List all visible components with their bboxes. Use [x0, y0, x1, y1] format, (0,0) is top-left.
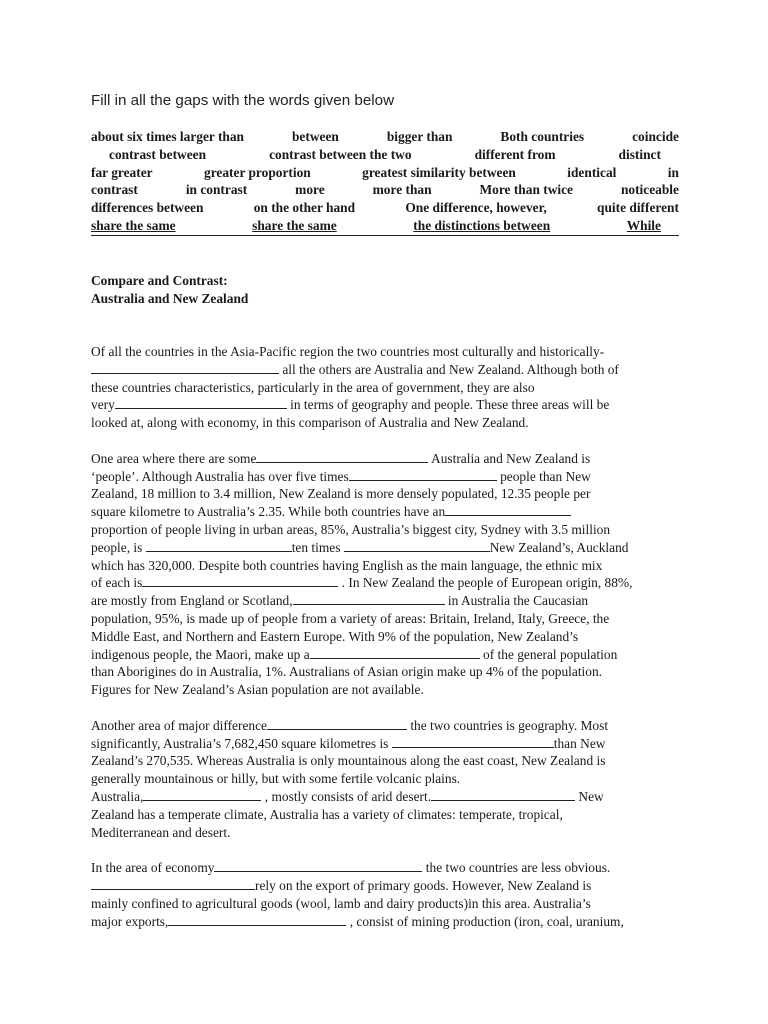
text-line	[91, 361, 681, 379]
text-line	[91, 503, 681, 521]
answer-blank[interactable]	[445, 503, 571, 516]
text-fragment: people, is	[91, 539, 143, 555]
section-title	[91, 272, 591, 308]
text-fragment: . In New Zealand the people of European origin, 88%,	[341, 575, 633, 591]
answer-blank[interactable]	[214, 859, 422, 872]
text-fragment: of each is	[91, 575, 143, 591]
word-bank	[91, 128, 679, 236]
text-fragment: significantly, Australia’s 7,682,450 square kilometres is	[91, 735, 389, 751]
text-fragment: In the area of economy	[91, 860, 215, 876]
text-line: these countries characteristics, particularly in the area of government, they are also	[91, 379, 535, 395]
text-fragment: indigenous people, the Maori, make up a	[91, 646, 310, 662]
word-bank-item: One difference, however,	[405, 200, 547, 216]
text-line: Zealand’s 270,535. Whereas Australia is only mountainous along the east coast, New Zealand is	[91, 753, 606, 769]
text-line: which has 320,000. Despite both countries having English as the main language, the ethnic mix	[91, 557, 603, 573]
word-bank-item: bigger than	[386, 129, 453, 144]
word-bank-line	[91, 181, 679, 199]
text-line: proportion of people living in urban areas, 85%, Australia’s biggest city, Sydney with 3.5 million	[91, 521, 611, 537]
text-fragment: Another area of major difference	[91, 717, 267, 733]
word-bank-item: distinct	[618, 146, 661, 162]
word-bank-item: More than twice	[479, 182, 573, 198]
word-bank-item: in contrast	[185, 182, 248, 198]
text-line	[91, 913, 681, 931]
answer-blank[interactable]	[91, 361, 279, 374]
word-bank-item: more than	[372, 182, 432, 198]
text-fragment: One area where there are some	[91, 450, 257, 466]
text-fragment: the two countries are less obvious.	[425, 860, 611, 876]
text-fragment: in Australia the Caucasian	[447, 593, 589, 609]
paragraph-intro	[91, 343, 681, 432]
answer-blank[interactable]	[168, 913, 346, 926]
word-bank-item: differences between	[91, 200, 204, 216]
answer-blank[interactable]	[267, 717, 407, 730]
word-bank-item: on the other hand	[253, 200, 356, 216]
word-bank-item: contrast	[91, 182, 138, 198]
text-fragment: very	[91, 397, 115, 413]
text-fragment: , consist of mining production (iron, coal, uranium,	[349, 913, 624, 929]
text-line: Middle East, and Northern and Eastern Europe. With 9% of the population, New Zealand’s	[91, 628, 579, 644]
answer-blank[interactable]	[146, 539, 292, 552]
word-bank-line	[91, 128, 679, 146]
text-line: Mediterranean and desert.	[91, 824, 231, 840]
word-bank-line	[91, 164, 679, 182]
text-line	[91, 877, 681, 895]
word-bank-item: contrast between	[109, 146, 207, 162]
text-line	[91, 450, 681, 468]
text-line: generally mountainous or hilly, but with some fertile volcanic plains.	[91, 771, 461, 787]
answer-blank[interactable]	[293, 592, 445, 605]
instructions-heading: Fill in all the gaps with the words given below	[91, 92, 395, 109]
text-fragment: people than New	[500, 468, 591, 484]
text-fragment: are mostly from England or Scotland,	[91, 593, 293, 609]
text-fragment: major exports,	[91, 913, 169, 929]
word-bank-item: greater proportion	[204, 164, 311, 180]
text-line: looked at, along with economy, in this comparison of Australia and New Zealand.	[91, 415, 529, 431]
text-line: than Aborigines do in Australia, 1%. Australians of Asian origin make up 4% of the population.	[91, 664, 602, 680]
text-fragment: Australia,	[91, 788, 144, 804]
paragraph-geography	[91, 717, 681, 842]
answer-blank[interactable]	[115, 396, 287, 409]
text-line	[91, 859, 681, 877]
text-fragment: ‘people’. Although Australia has over five times	[91, 468, 349, 484]
text-line: Figures for New Zealand’s Asian population are not available.	[91, 682, 424, 698]
text-line	[91, 396, 681, 414]
word-bank-item: more	[295, 182, 325, 198]
text-line: mainly confined to agricultural goods (wool, lamb and dairy products)in this area. Australia’s	[91, 895, 591, 911]
text-line: Of all the countries in the Asia-Pacific region the two countries most culturally and historically-	[91, 344, 605, 359]
answer-blank[interactable]	[91, 877, 255, 890]
text-line: Zealand, 18 million to 3.4 million, New Zealand is more densely populated, 12.35 people per	[91, 486, 591, 502]
word-bank-item: share the same	[91, 217, 176, 233]
text-line	[91, 717, 681, 735]
word-bank-item: coincide	[632, 129, 679, 144]
word-bank-line	[91, 146, 679, 164]
word-bank-item: While	[626, 217, 661, 233]
word-bank-item: noticeable	[620, 182, 679, 198]
text-fragment: New Zealand’s, Auckland	[489, 539, 629, 555]
text-fragment: , mostly consists of arid desert.	[264, 788, 432, 804]
word-bank-item: different from	[474, 146, 556, 162]
word-bank-item: contrast between the two	[269, 146, 412, 162]
text-line	[91, 646, 681, 664]
text-fragment: Australia and New Zealand is	[431, 450, 591, 466]
text-fragment: the two countries is geography. Most	[410, 717, 609, 733]
text-line	[91, 574, 681, 592]
text-line	[91, 539, 681, 557]
answer-blank[interactable]	[310, 646, 480, 659]
text-fragment: than New	[553, 735, 606, 751]
word-bank-item: the distinctions between	[413, 217, 551, 233]
answer-blank[interactable]	[392, 735, 554, 748]
essay-body	[91, 343, 681, 948]
section-subtitle-line: Australia and New Zealand	[91, 290, 249, 306]
paragraph-economy	[91, 859, 681, 930]
text-fragment: of the general population	[483, 646, 618, 662]
answer-blank[interactable]	[143, 788, 261, 801]
text-fragment: rely on the export of primary goods. However, New Zealand is	[255, 877, 592, 893]
word-bank-item: about six times larger than	[91, 129, 244, 144]
word-bank-item: Both countries	[500, 129, 585, 144]
answer-blank[interactable]	[256, 450, 428, 463]
text-line: Zealand has a temperate climate, Australia has a variety of climates: temperate, tropical,	[91, 806, 563, 822]
word-bank-item: in	[667, 164, 679, 180]
word-bank-item: identical	[567, 164, 617, 180]
text-line: population, 95%, is made up of people from a variety of areas: Britain, Ireland, Italy, Greece, the	[91, 610, 610, 626]
text-fragment: in terms of geography and people. These three areas will be	[290, 397, 610, 413]
word-bank-item: share the same	[252, 217, 337, 233]
paragraph-people	[91, 450, 681, 699]
text-line	[91, 788, 681, 806]
word-bank-item: quite different	[597, 200, 679, 216]
word-bank-item: far greater	[91, 164, 153, 180]
word-bank-line	[91, 217, 679, 235]
answer-blank[interactable]	[142, 574, 338, 587]
text-fragment: square kilometre to Australia’s 2.35. While both countries have an	[91, 504, 446, 520]
text-fragment: ten times	[291, 539, 341, 555]
text-line	[91, 735, 681, 753]
word-bank-item: between	[291, 129, 339, 144]
text-fragment: New	[578, 788, 604, 804]
text-fragment: all the others are Australia and New Zealand. Although both of	[282, 361, 619, 377]
text-line	[91, 468, 681, 486]
text-line	[91, 592, 681, 610]
answer-blank[interactable]	[349, 468, 497, 481]
word-bank-line	[91, 199, 679, 217]
section-title-line: Compare and Contrast:	[91, 273, 228, 288]
word-bank-item: greatest similarity between	[362, 164, 516, 180]
answer-blank[interactable]	[431, 788, 575, 801]
answer-blank[interactable]	[344, 539, 490, 552]
